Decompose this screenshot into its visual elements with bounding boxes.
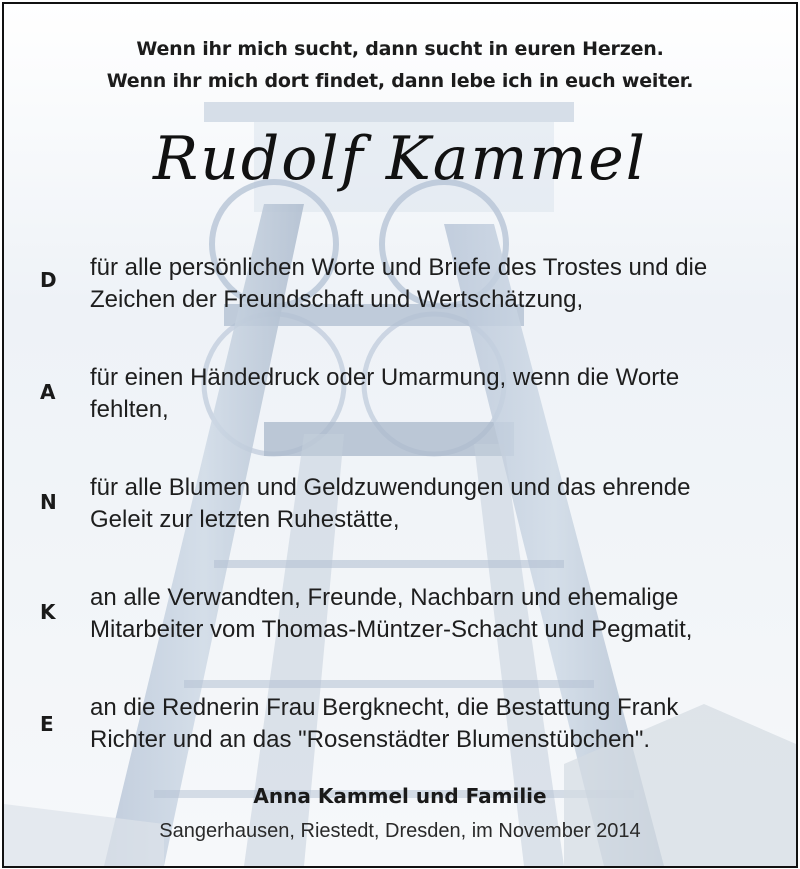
thanks-line: Geleit zur letzten Ruhestätte, bbox=[90, 506, 400, 533]
acrostic-letter: K bbox=[40, 600, 56, 624]
thanks-line: an alle Verwandten, Freunde, Nachbarn und ehemalige bbox=[90, 584, 679, 611]
thanks-line: für einen Händedruck oder Umarmung, wenn die Worte bbox=[90, 364, 680, 391]
acrostic-letter: A bbox=[40, 380, 56, 404]
thanks-line: für alle Blumen und Geldzuwendungen und das ehrende bbox=[90, 474, 691, 501]
signature: Anna Kammel und Familie bbox=[253, 784, 547, 808]
thanks-line: Richter und an das "Rosenstädter Blumenstübchen". bbox=[90, 726, 651, 753]
quote-line-1: Wenn ihr mich sucht, dann sucht in euren Herzen. bbox=[136, 38, 664, 60]
acrostic-letter: N bbox=[40, 490, 57, 514]
thanks-line: Mitarbeiter vom Thomas-Müntzer-Schacht und Pegmatit, bbox=[90, 616, 693, 643]
obituary-card bbox=[2, 2, 798, 868]
thanks-line: Zeichen der Freundschaft und Wertschätzung, bbox=[90, 286, 584, 313]
thanks-line: für alle persönlichen Worte und Briefe des Trostes und die bbox=[90, 254, 708, 281]
quote-line-2: Wenn ihr mich dort findet, dann lebe ich in euch weiter. bbox=[106, 70, 694, 92]
place-and-date: Sangerhausen, Riestedt, Dresden, im November 2014 bbox=[159, 820, 641, 842]
thanks-line: an die Rednerin Frau Bergknecht, die Bestattung Frank bbox=[90, 694, 679, 721]
thanks-line: fehlten, bbox=[90, 396, 169, 423]
acrostic-letter: D bbox=[40, 268, 57, 292]
deceased-name: Rudolf Kammel bbox=[153, 124, 647, 194]
acrostic-letter: E bbox=[40, 712, 54, 736]
